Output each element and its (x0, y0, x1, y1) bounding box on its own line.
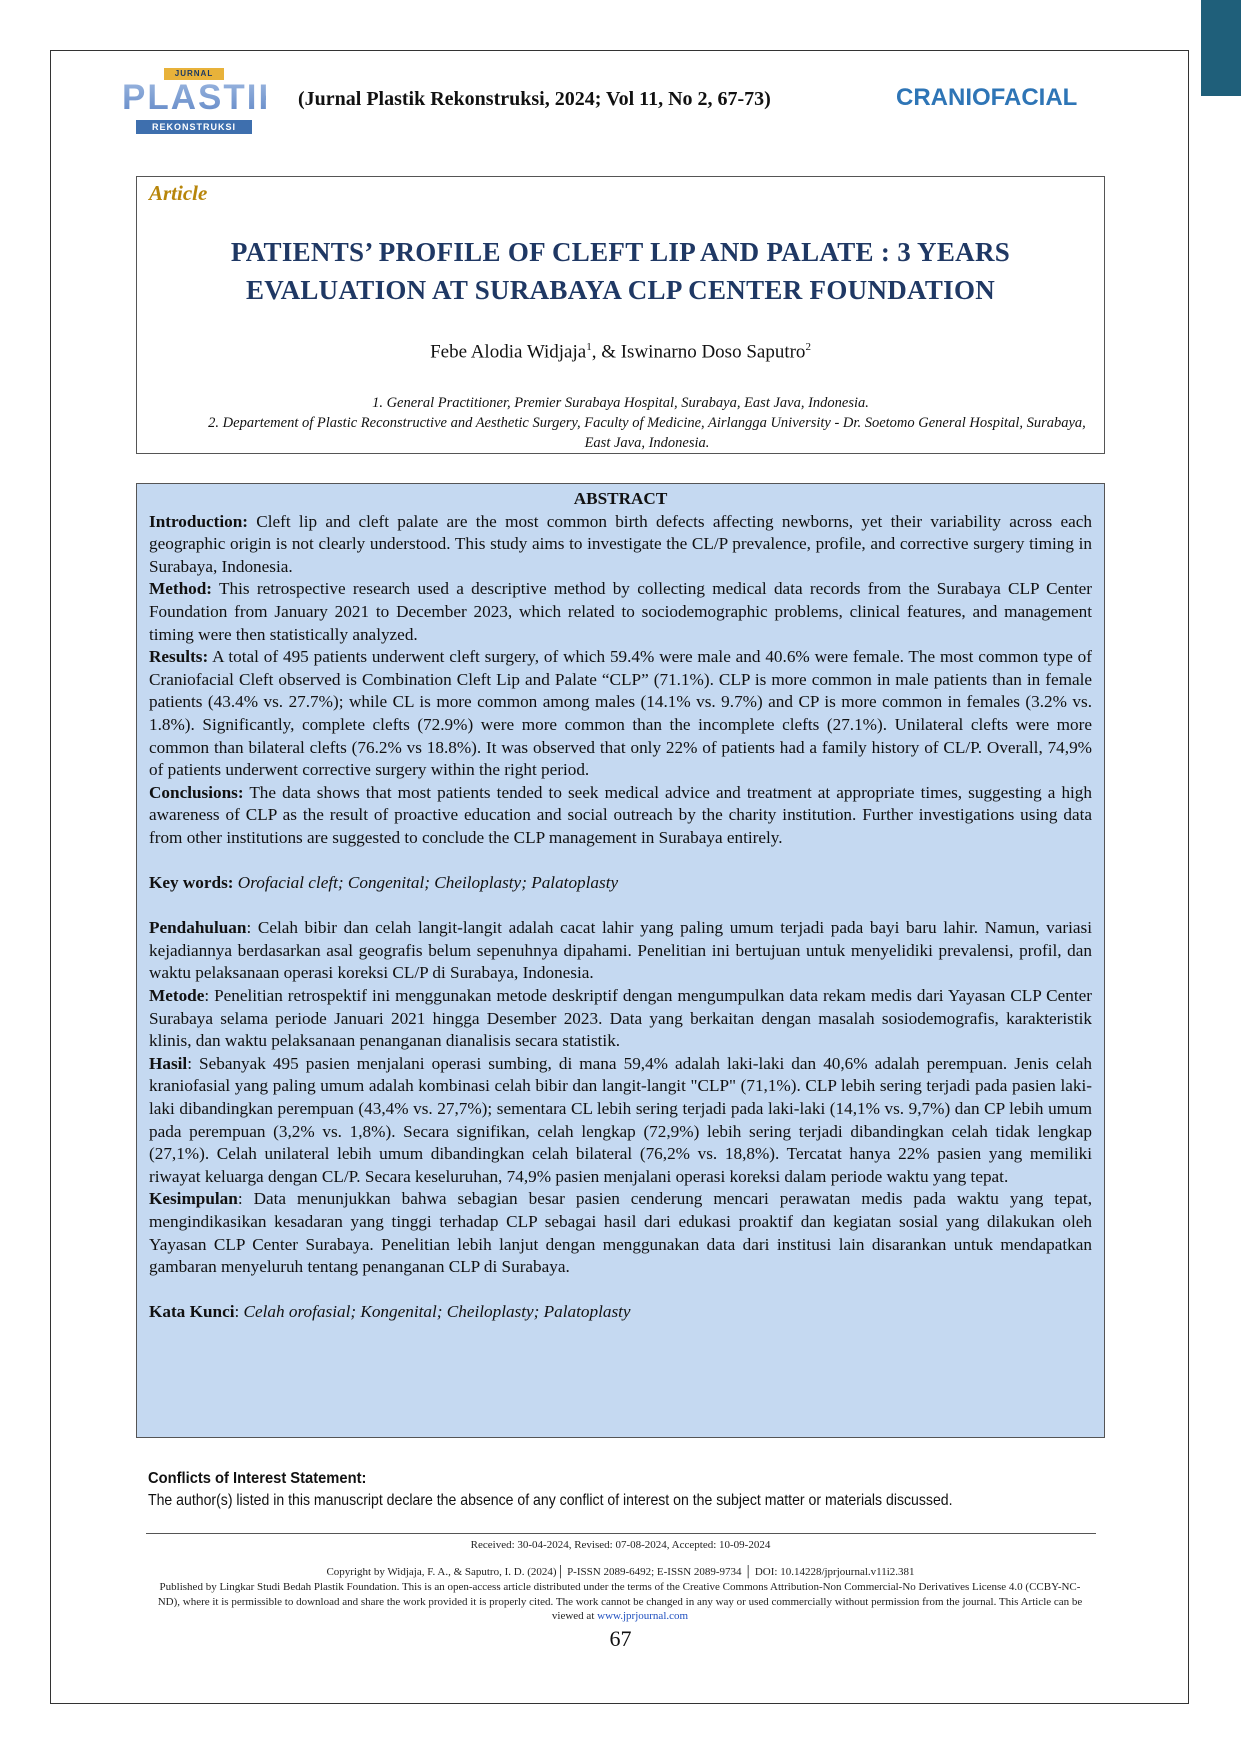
article-type-label: Article (149, 181, 208, 205)
conclusions-label: Conclusions: (149, 782, 244, 802)
conflicts-text: The author(s) listed in this manuscript declare the absence of any conflict of interest on the subject matter or materials discussed. (148, 1492, 953, 1509)
keywords-text: Orofacial cleft; Congenital; Cheiloplasty; Palatoplasty (237, 873, 619, 893)
license-text (150, 1580, 1090, 1624)
abstract-results (149, 646, 1092, 782)
hasil-label: Hasil (149, 1053, 188, 1073)
title-box (136, 176, 1105, 454)
katakunci-label: Kata Kunci (149, 1302, 235, 1322)
keywords-label: Key words: (149, 873, 234, 893)
affiliation-2: 2. Departement of Plastic Reconstructive and Aesthetic Surgery, Faculty of Medicine, Airlangga University - Dr. Soetomo General Hospital, Surabaya, East Java, Indonesia. (208, 415, 1086, 451)
author2: , & Iswinarno Doso Saputro (591, 341, 806, 363)
author1: Febe Alodia Widjaja (430, 341, 587, 363)
logo-main-label: PLASTIK (122, 78, 286, 117)
kesimpulan-text: : Data menunjukkan bahwa sebagian besar pasien cenderung mencari perawatan medis pada waktu yang tepat, mengindikasikan kesadaran yang tinggi terhadap CLP sebagai hasil dari edukasi proaktif dan kegiatan sosial yang dilakukan oleh Yayasan CLP Center Surabaya. Penelitian lebih lanjut dengan menggunakan data dari institusi lain disarankan untuk mendapatkan gambaran menyeluruh tentang penanganan CLP di Surabaya. (149, 1189, 1092, 1277)
journal-citation: (Jurnal Plastik Rekonstruksi, 2024; Vol 11, No 2, 67-73) (298, 88, 771, 110)
abstrak-kesimpulan (149, 1188, 1092, 1278)
kesimpulan-label: Kesimpulan (149, 1189, 238, 1209)
katakunci-text: Celah orofasial; Kongenital; Cheiloplasty; Palatoplasty (243, 1302, 631, 1322)
page-number: 67 (609, 1626, 632, 1651)
abstrak-kata-kunci (149, 1301, 1092, 1324)
corner-tab (1201, 0, 1241, 96)
method-label: Method: (149, 579, 213, 599)
logo-top-label: JURNAL (164, 68, 224, 80)
abstract-keywords (149, 872, 1092, 895)
logo-sub-label: REKONSTRUKSI (136, 120, 252, 134)
metode-text: : Penelitian retrospektif ini menggunakan metode deskriptif dengan mengumpulkan data rekam medis dari Yayasan CLP Center Surabaya selama periode Januari 2021 hingga Desember 2023. Data yang berkaitan dengan masalah sosiodemografis, karakteristik klinis, dan waktu pelaksanaan penanganan dianalisis secara statistik. (149, 986, 1092, 1051)
pendahuluan-text: : Celah bibir dan celah langit-langit adalah cacat lahir yang paling umum terjadi pada bayi baru lahir. Namun, variasi kejadiannya berdasarkan asal geografis belum sepenuhnya dipahami. Penelitian ini bertujuan untuk menyelidiki prevalensi, profil, dan waktu pelaksanaan operasi koreksi CL/P di Surabaya, Indonesia. (149, 918, 1092, 983)
pendahuluan-label: Pendahuluan (149, 918, 247, 938)
footer-divider (146, 1533, 1096, 1534)
license-body: Published by Lingkar Studi Bedah Plastik Foundation. This is an open-access article distributed under the terms of the Creative Commons Attribution-Non Commercial-No Derivatives License 4.0 (CCBY-NC-ND), where it is permissible to download and share the work provided it is properly cited. The work cannot be changed in any way or used commercially without permission from the journal. This Article can be viewed at (157, 1581, 1083, 1622)
abstract-heading: ABSTRACT (573, 489, 668, 508)
journal-website-link[interactable]: www.jprjournal.com (597, 1610, 689, 1622)
abstract-content (149, 488, 1092, 1324)
abstract-box (136, 483, 1105, 1438)
method-text: This retrospective research used a descriptive method by collecting medical data records from the Surabaya CLP Center Foundation from January 2021 to December 2023, which related to sociodemographic problems, clinical features, and management timing were then statistically analyzed. (149, 579, 1092, 644)
received-dates: Received: 30-04-2024, Revised: 07-08-2024, Accepted: 10-09-2024 (470, 1539, 771, 1551)
intro-label: Introduction: (149, 511, 249, 531)
abstrak-hasil (149, 1053, 1092, 1189)
results-label: Results: (149, 647, 209, 667)
paper-title (137, 233, 1104, 309)
author1-sup: 1 (586, 341, 592, 353)
abstrak-metode (149, 985, 1092, 1053)
hasil-text: : Sebanyak 495 pasien menjalani operasi sumbing, di mana 59,4% adalah laki-laki dan 40,6% adalah perempuan. Jenis celah kraniofasial yang paling umum adalah kombinasi celah bibir dan langit-langit "CLP" (71,1%). CLP lebih sering terjadi pada pasien laki-laki dibandingkan perempuan (43,4% vs. 27,7%); sementara CL lebih sering terjadi pada laki-laki (14,1% vs. 9,7%) dan CP lebih umum pada perempuan (3,2% vs. 1,8%). Secara signifikan, celah lengkap (72,9%) lebih sering terjadi dibandingkan celah tidak lengkap (27,1%). Celah unilateral lebih umum dibandingkan celah bilateral (76,2% vs. 18,8%). Tercatat hanya 22% pasien yang memiliki riwayat keluarga dengan CL/P. Secara keseluruhan, 74,9% pasien menjalani operasi koreksi dalam periode waktu yang tepat. (149, 1053, 1092, 1186)
abstract-introduction (149, 511, 1092, 579)
abstract-method (149, 578, 1092, 646)
copyright-line: Copyright by Widjaja, F. A., & Saputro, I. D. (2024)│ P-ISSN 2089-6492; E-ISSN 2089-9734 │ DOI: 10.14228/jprjournal.v11i2.381 (326, 1566, 915, 1578)
journal-logo (122, 68, 286, 138)
intro-text: Cleft lip and cleft palate are the most common birth defects affecting newborns, yet their variability across each geographic origin is not clearly understood. This study aims to investigate the CL/P prevalence, profile, and corrective surgery timing in Surabaya, Indonesia. (149, 511, 1092, 576)
abstrak-pendahuluan (149, 917, 1092, 985)
section-label: CRANIOFACIAL (896, 84, 1078, 111)
conclusions-text: The data shows that most patients tended to seek medical advice and treatment at appropriate times, suggesting a high awareness of CLP as the result of proactive education and social outreach by the charity institution. Further investigations using data from other institutions are suggested to conclude the CLP management in Surabaya entirely. (149, 782, 1092, 847)
conflicts-title: Conflicts of Interest Statement: (148, 1470, 367, 1487)
authors (137, 341, 1104, 363)
affiliation-1: 1. General Practitioner, Premier Surabaya Hospital, Surabaya, East Java, Indonesia. (372, 395, 869, 411)
paper-title-line2: EVALUATION AT SURABAYA CLP CENTER FOUNDATION (245, 275, 996, 305)
katakunci-sep: : (234, 1302, 244, 1322)
author2-sup: 2 (805, 341, 811, 353)
metode-label: Metode (149, 986, 205, 1006)
paper-title-line1: PATIENTS’ PROFILE OF CLEFT LIP AND PALATE : 3 YEARS (230, 237, 1011, 267)
results-text: A total of 495 patients underwent cleft surgery, of which 59.4% were male and 40.6% were female. The most common type of Craniofacial Cleft observed is Combination Cleft Lip and Palate “CLP” (71.1%). CLP is more common in male patients than in female patients (43.4% vs. 27.7%); while CL is more common among males (14.1% vs. 9.7%) and CP is more common in females (3.2% vs. 1.8%). Significantly, complete clefts (72.9%) were more common than the incomplete clefts (27.1%). Unilateral clefts were more common than bilateral clefts (76.2% vs 18.8%). It was observed that only 22% of patients had a family history of CL/P. Overall, 74,9% of patients underwent corrective surgery within the right period. (149, 647, 1092, 780)
abstract-conclusions (149, 782, 1092, 850)
